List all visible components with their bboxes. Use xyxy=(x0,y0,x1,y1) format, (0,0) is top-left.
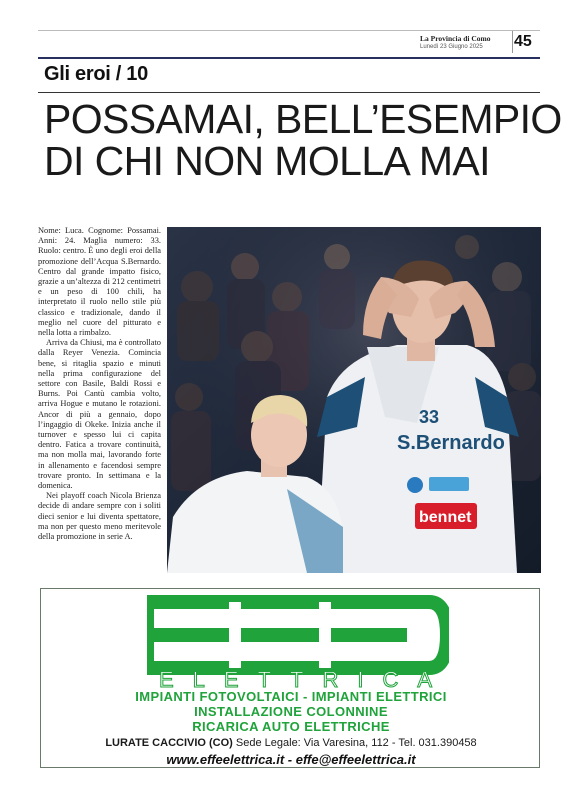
jersey-number: 33 xyxy=(419,407,440,427)
section-rule xyxy=(38,92,540,93)
masthead xyxy=(420,34,510,51)
ad-wordmark: ELETTRICA xyxy=(158,667,452,692)
jersey-sponsor-1: S.Bernardo xyxy=(397,432,505,454)
paper-name[interactable]: La Provincia di Como xyxy=(420,34,491,43)
section-label: Gli eroi / 10 xyxy=(44,63,148,85)
article-paragraph: Arriva da Chiusi, ma è controllato dalla Reyer Venezia. Comincia bene, si ritaglia spazio e minuti nella prima configurazione del settore con Basile, Baldi Rossi e Burns. Poi Cantù cambia volto, arriva Hogue e mutano le rotazioni. Ancor di più a gennaio, dopo l’ingaggio di Okeke. Inizia anche il turnover e spesso lui ci capita dentro. Fatica a trovare continuità, ma non molla mai, lavorando forte in allenamento e facendosi sempre trovare pronto. In settimana e la domenica. xyxy=(38,338,161,491)
ad-logo xyxy=(129,592,449,678)
page-number: 45 xyxy=(514,33,532,50)
headline-line-2: DI CHI NON MOLLA MAI xyxy=(44,138,490,184)
photo-illustration xyxy=(167,227,541,573)
ad-web-link[interactable]: www.effeelettrica.it - effe@effeelettrica.it xyxy=(166,752,416,767)
article-body xyxy=(38,226,161,542)
ad-service-line-2: INSTALLAZIONE COLONNINE xyxy=(194,704,388,719)
article-paragraph: Nei playoff coach Nicola Brienza decide di andare sempre con i soliti dieci senior e lui diventa spettatore, ma non per questo meno meritevole della promozione in serie A. xyxy=(38,491,161,542)
article-photo xyxy=(167,227,541,573)
jersey-sponsor-2: bennet xyxy=(419,509,472,526)
ad-service-line-3: RICARICA AUTO ELETTRICHE xyxy=(192,719,390,734)
headline xyxy=(44,96,562,184)
issue-date: Lunedì 23 Giugno 2025 xyxy=(420,44,483,50)
top-rule xyxy=(38,30,540,31)
ad-service-line-1: IMPIANTI FOTOVOLTAICI - IMPIANTI ELETTRICI xyxy=(135,689,447,704)
header-rule xyxy=(38,57,540,59)
effe-logo-icon xyxy=(129,592,449,678)
ad-address-detail: Sede Legale: Via Varesina, 112 - Tel. 031.390458 xyxy=(235,737,477,749)
headline-line-1: POSSAMAI, BELL’ESEMPIO xyxy=(44,96,562,142)
advertisement[interactable] xyxy=(40,588,540,768)
ad-address xyxy=(41,737,541,749)
article-paragraph: Nome: Luca. Cognome: Possamai. Anni: 24. Maglia numero: 33. Ruolo: centro. È uno degli eroi della promozione dell’Acqua S.Bernardo. Centro dal grande impatto fisico, grazie a un’altezza di 212 centimetri e un peso di 100 chili, ha interpretato il ruolo nello stile più classico e tradizionale, dando il meglio nel cuore del pitturato e nella lotta a rimbalzo. xyxy=(38,226,161,338)
ad-town: LURATE CACCIVIO (CO) xyxy=(105,737,233,749)
